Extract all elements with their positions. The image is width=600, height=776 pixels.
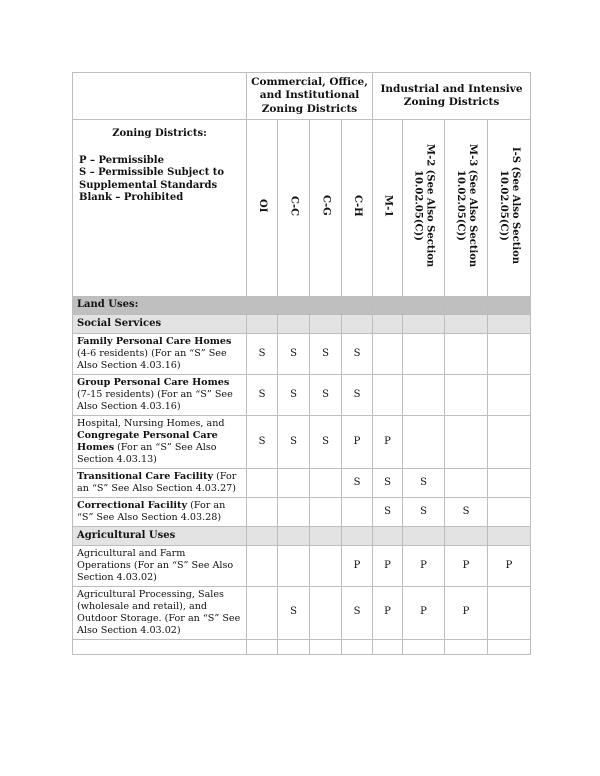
column-header-is: I-S (See Also Section 10.02.05(C)) — [488, 120, 531, 297]
section-title: Social Services — [73, 315, 247, 334]
permission-m2: S — [403, 468, 445, 497]
permission-oi — [247, 586, 278, 639]
column-header-ch: C-H — [342, 120, 373, 297]
permission-cg: S — [310, 374, 342, 415]
permission-m3 — [445, 334, 488, 375]
blank-cell — [373, 639, 403, 654]
permission-ch: P — [342, 415, 373, 468]
permission-cg: S — [310, 334, 342, 375]
section-fill-cell — [278, 526, 310, 545]
legend-line-p: P – Permissible — [79, 154, 164, 166]
column-header-cc: C-C — [278, 120, 310, 297]
land-use-cell — [73, 334, 247, 375]
section-fill-cell — [342, 315, 373, 334]
permission-cc — [278, 468, 310, 497]
permission-m2 — [403, 415, 445, 468]
land-use-cell — [73, 497, 247, 526]
permission-m1 — [373, 374, 403, 415]
permission-cc — [278, 545, 310, 586]
land-use-bold: Transitional Care Facility — [77, 470, 214, 482]
permission-oi: S — [247, 334, 278, 375]
permission-m3: P — [445, 586, 488, 639]
land-use-cell — [73, 586, 247, 639]
group-header-row — [73, 73, 531, 120]
land-use-cell — [73, 374, 247, 415]
section-fill-cell — [278, 315, 310, 334]
group-header-industrial: Industrial and Intensive Zoning Districts — [373, 73, 531, 120]
land-use-pre: Hospital, Nursing Homes, and — [77, 417, 225, 429]
blank-cell — [247, 639, 278, 654]
land-use-cell — [73, 545, 247, 586]
permission-m1: P — [373, 586, 403, 639]
permission-cg — [310, 586, 342, 639]
permission-cg — [310, 545, 342, 586]
blank-row — [73, 639, 531, 654]
group-header-commercial: Commercial, Office, and Institutional Zoning Districts — [247, 73, 373, 120]
blank-cell — [73, 639, 247, 654]
land-use-rest: (For an “S” See Also Section 4.03.27) — [77, 470, 237, 494]
land-use-bold: Family Personal Care Homes — [77, 336, 232, 347]
permission-cc: S — [278, 415, 310, 468]
permission-m1 — [373, 334, 403, 375]
permission-m2: P — [403, 545, 445, 586]
land-use-rest: (For an “S” See Also Section 4.03.13) — [77, 441, 217, 465]
permission-oi — [247, 545, 278, 586]
permission-is — [488, 334, 531, 375]
section-fill-cell — [247, 526, 278, 545]
permission-cg — [310, 497, 342, 526]
permission-oi: S — [247, 415, 278, 468]
permission-m2: S — [403, 497, 445, 526]
permission-ch: S — [342, 468, 373, 497]
section-header-row — [73, 315, 531, 334]
land-use-bold: Congregate Personal Care Homes — [77, 429, 218, 453]
column-header-oi: OI — [247, 120, 278, 297]
permission-is — [488, 415, 531, 468]
permission-oi — [247, 497, 278, 526]
section-fill-cell — [247, 315, 278, 334]
section-fill-cell — [445, 315, 488, 334]
blank-cell — [342, 639, 373, 654]
column-header-m2: M-2 (See Also Section 10.02.05(C)) — [403, 120, 445, 297]
blank-cell — [278, 639, 310, 654]
permission-is: P — [488, 545, 531, 586]
section-fill-cell — [310, 526, 342, 545]
table-row — [73, 468, 531, 497]
land-use-bold: Group Personal Care Homes — [77, 376, 230, 388]
permission-ch: S — [342, 334, 373, 375]
land-use-rest: (7-15 residents) (For an “S” See Also Section 4.03.16) — [77, 388, 233, 412]
permission-ch: S — [342, 586, 373, 639]
land-use-cell — [73, 468, 247, 497]
land-use-pre: Agricultural Processing, Sales (wholesale and retail), and Outdoor Storage. (For an “S” See Also Section 4.03.02) — [77, 588, 241, 636]
section-fill-cell — [403, 315, 445, 334]
section-fill-cell — [373, 526, 403, 545]
land-use-rest: (For an “S” See Also Section 4.03.28) — [77, 499, 226, 523]
permission-m3 — [445, 374, 488, 415]
legend-cell — [73, 120, 247, 297]
corner-cell — [73, 73, 247, 120]
permission-is — [488, 497, 531, 526]
permission-is — [488, 374, 531, 415]
permission-cc: S — [278, 374, 310, 415]
permission-m2 — [403, 334, 445, 375]
section-fill-cell — [488, 315, 531, 334]
permission-m3: P — [445, 545, 488, 586]
permission-m1: S — [373, 468, 403, 497]
permission-cc: S — [278, 334, 310, 375]
land-use-bold: Correctional Facility — [77, 499, 188, 511]
table-row — [73, 415, 531, 468]
section-title: Agricultural Uses — [73, 526, 247, 545]
column-header-m3: M-3 (See Also Section 10.02.05(C)) — [445, 120, 488, 297]
section-fill-cell — [445, 526, 488, 545]
land-use-pre: Agricultural and Farm Operations (For an “S” See Also Section 4.03.02) — [77, 547, 234, 583]
table-row — [73, 497, 531, 526]
section-fill-cell — [403, 526, 445, 545]
permission-cc: S — [278, 586, 310, 639]
permission-m3: S — [445, 497, 488, 526]
permission-ch — [342, 497, 373, 526]
blank-cell — [403, 639, 445, 654]
land-uses-row — [73, 297, 531, 315]
legend-title: Zoning Districts: — [112, 128, 207, 139]
permission-cc — [278, 497, 310, 526]
permission-cg — [310, 468, 342, 497]
legend-line-s: S – Permissible Subject to Supplemental Standards — [79, 167, 225, 191]
permission-is — [488, 468, 531, 497]
land-use-cell — [73, 415, 247, 468]
section-fill-cell — [310, 315, 342, 334]
blank-cell — [488, 639, 531, 654]
zoning-table — [72, 72, 531, 655]
table-row — [73, 374, 531, 415]
section-fill-cell — [373, 315, 403, 334]
column-header-m1: M-1 — [373, 120, 403, 297]
table-row — [73, 586, 531, 639]
land-uses-label: Land Uses: — [73, 297, 247, 315]
permission-m2: P — [403, 586, 445, 639]
table-row — [73, 545, 531, 586]
legend-line-blank: Blank – Prohibited — [79, 192, 184, 203]
section-fill-cell — [342, 526, 373, 545]
permission-m1: P — [373, 415, 403, 468]
column-header-row — [73, 120, 531, 297]
permission-is — [488, 586, 531, 639]
land-use-rest: (4-6 residents) (For an “S” See Also Section 4.03.16) — [77, 347, 227, 371]
table-row — [73, 334, 531, 375]
permission-ch: S — [342, 374, 373, 415]
permission-oi — [247, 468, 278, 497]
permission-m3 — [445, 468, 488, 497]
permission-m1: P — [373, 545, 403, 586]
permission-cg: S — [310, 415, 342, 468]
blank-cell — [310, 639, 342, 654]
blank-cell — [445, 639, 488, 654]
permission-m3 — [445, 415, 488, 468]
section-header-row — [73, 526, 531, 545]
column-header-cg: C-G — [310, 120, 342, 297]
permission-m2 — [403, 374, 445, 415]
permission-m1: S — [373, 497, 403, 526]
permission-ch: P — [342, 545, 373, 586]
permission-oi: S — [247, 374, 278, 415]
section-fill-cell — [488, 526, 531, 545]
